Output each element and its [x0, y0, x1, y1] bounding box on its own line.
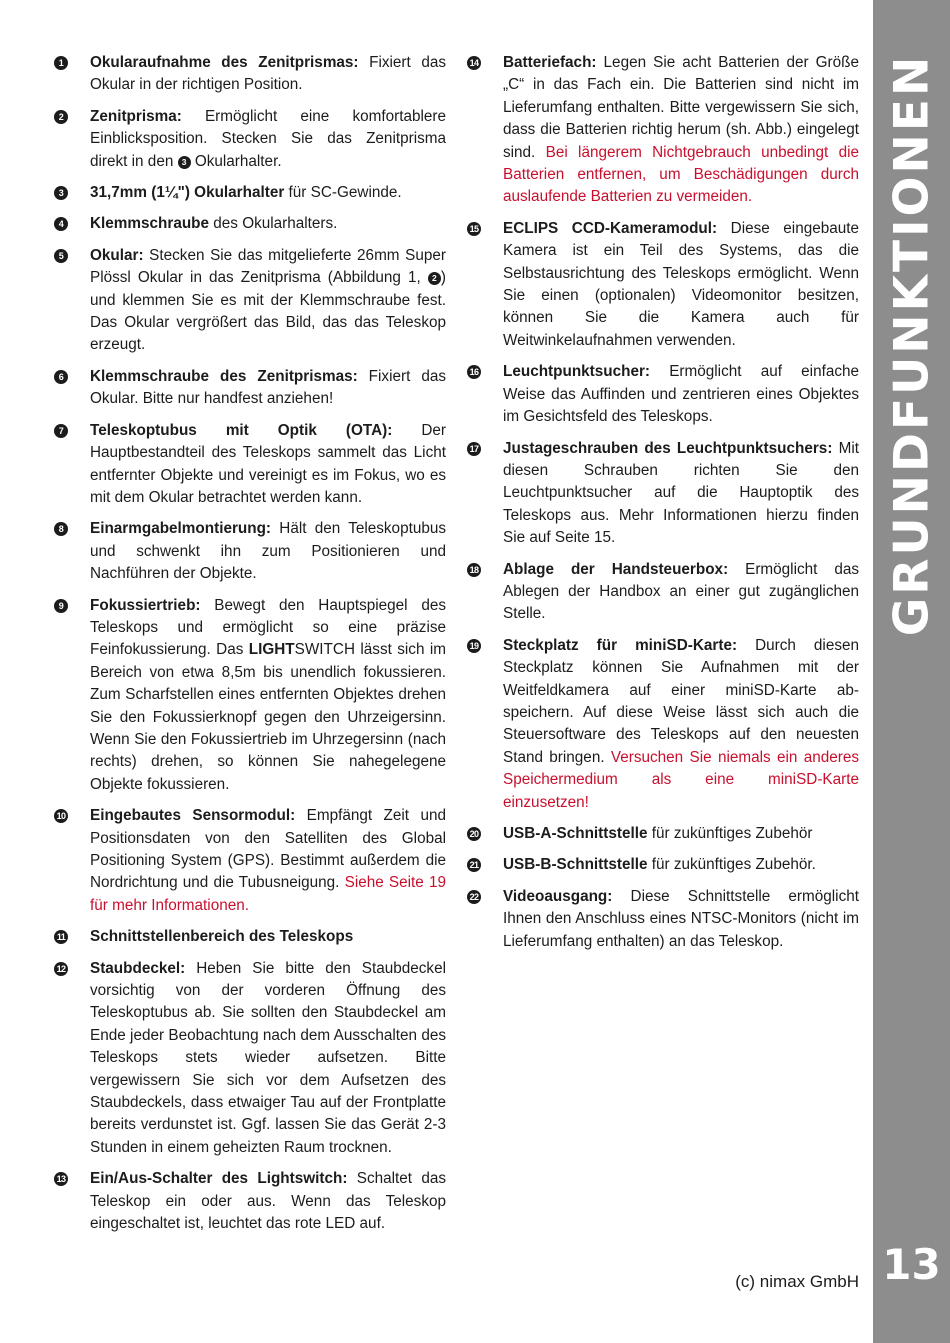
- item-text: [90, 52, 446, 97]
- item-text: [90, 926, 446, 948]
- item-heading: Steckplatz für miniSD-Karte:: [503, 636, 738, 654]
- chapter-sidebar: [873, 0, 950, 1343]
- item-description: Schaltet das Teleskop ein oder aus. Wenn das Teleskop eingeschaltet ist, leuchtet das rote LED auf.: [90, 1170, 446, 1233]
- list-item: [467, 635, 859, 814]
- item-text: [90, 245, 446, 357]
- item-heading: Justageschrauben des Leuchtpunktsuchers:: [503, 439, 833, 457]
- item-number-badge: 8: [54, 522, 68, 536]
- item-text: [90, 958, 446, 1160]
- list-item: [54, 182, 446, 204]
- item-text: [503, 635, 859, 814]
- list-item: [54, 106, 446, 173]
- item-number-badge: 14: [467, 56, 481, 70]
- item-number-badge: 11: [54, 930, 68, 944]
- list-item: [467, 438, 859, 550]
- list-item: [467, 361, 859, 428]
- item-heading: Okular:: [90, 246, 144, 264]
- item-heading: Okularaufnahme des Zenitprismas:: [90, 54, 359, 71]
- item-description: Heben Sie bitte den Staubdeckel vorsichtig von der vorderen Öffnung des Teleskoptubus ab. Sie sollten den Staubdeckel am Ende jeder Beobachtung nach dem Ausschalten des Teleskops stets wieder aufsetzen. Bitte vergewissern Sie sich vor dem Aufsetzen des Staubdeckels, dass etwaiger Tau auf der Frontplatte bereits verdunstet ist. Ggf. lassen Sie das Gerät 2-3 Stunden in einem geheizten Raum trocknen.: [90, 959, 446, 1156]
- item-number-badge: 1: [54, 56, 68, 70]
- item-text: [90, 518, 446, 585]
- item-description: Ermöglicht das Ablegen der Handbox an einer gut zugänglichen Stelle.: [503, 560, 860, 623]
- item-description: für zukünftiges Zubehör: [647, 825, 813, 842]
- item-description-continued: Okularhalter.: [190, 152, 282, 170]
- item-number-badge: 4: [54, 217, 68, 231]
- item-warning-text: Bei längerem Nichtgebrauch unbedingt die Batterien entfernen, um Beschädigungen durch auslaufende Batterien zu vermeiden.: [503, 143, 859, 206]
- item-heading: Klemmschraube: [90, 215, 210, 233]
- list-item: [54, 595, 446, 797]
- item-description: des Okularhalters.: [209, 215, 338, 233]
- item-heading: Leuchtpunktsucher:: [503, 363, 651, 381]
- item-text: [90, 420, 446, 510]
- list-item: [54, 420, 446, 510]
- chapter-title: GRUNDFUNKTIONEN: [884, 53, 939, 637]
- list-item: [54, 366, 446, 411]
- list-item: [54, 926, 446, 948]
- item-text: [90, 1168, 446, 1235]
- item-number-badge: 7: [54, 424, 68, 438]
- item-text: [503, 52, 859, 209]
- item-heading: Zenitprisma:: [90, 107, 182, 125]
- item-number-badge: 10: [54, 809, 68, 823]
- brand-name-bold: LIGHT: [248, 641, 295, 659]
- list-item: [54, 213, 446, 235]
- item-description: Durch diesen Steckplatz können Sie Aufnahmen mit der Weitfeldkamera auf einer miniSD-Karte ab-speichern. Auf diese Weise lässt sich auch die Steuersoftware des Teleskops auf den neuesten Stand bringen.: [503, 636, 859, 766]
- item-number-badge: 9: [54, 599, 68, 613]
- left-column: [54, 52, 446, 1245]
- list-item: [467, 854, 859, 876]
- item-number-badge: 20: [467, 827, 481, 841]
- item-heading: Staubdeckel:: [90, 959, 186, 977]
- item-text: [90, 106, 446, 173]
- item-text: [90, 366, 446, 411]
- item-number-badge: 12: [54, 962, 68, 976]
- item-number-badge: 5: [54, 249, 68, 263]
- item-number-badge: 18: [467, 563, 481, 577]
- item-description: für SC-Gewinde.: [284, 184, 402, 202]
- item-text: [503, 218, 859, 352]
- item-description: Bewegt den Hauptspiegel des Teleskops und ermöglicht so eine präzise Feinfokussierung. Das: [90, 596, 446, 659]
- list-item: [54, 1168, 446, 1235]
- item-text: [503, 823, 859, 845]
- item-heading: Teleskoptubus mit Optik (OTA):: [90, 421, 393, 439]
- item-number-badge: 3: [54, 186, 68, 200]
- item-text: [503, 438, 859, 550]
- list-item: [54, 958, 446, 1160]
- item-heading: Ein/Aus-Schalter des Lightswitch:: [90, 1170, 348, 1188]
- item-number-badge: 15: [467, 222, 481, 236]
- item-number-badge: 22: [467, 890, 481, 904]
- item-text: [503, 854, 859, 876]
- item-heading: Videoausgang:: [503, 887, 613, 905]
- item-warning-text: Versuchen Sie niemals ein anderes Speichermedium als eine miniSD-Karte einzusetzen!: [503, 748, 859, 811]
- item-number-badge: 21: [467, 858, 481, 872]
- item-heading: Batteriefach:: [503, 54, 597, 71]
- item-description-continued: SWITCH lässt sich im Bereich von etwa 8,5m bis unendlich fokussieren. Zum Scharfstellen eines entfernten Objektes drehen Sie den Fokussierknopf gegen den Uhrzeigersinn. Wenn Sie den Fokussiertrieb im Uhrzegersinn (nach rechts) drehen, so können Sie nahegelegene Objekte fokussieren.: [90, 641, 446, 793]
- inline-reference-number: 2: [428, 272, 441, 285]
- item-text: [503, 886, 859, 953]
- item-number-badge: 19: [467, 639, 481, 653]
- list-item: [467, 886, 859, 953]
- item-description: Fixiert das Okular. Bitte nur handfest anziehen!: [90, 367, 446, 408]
- item-text: [90, 213, 446, 235]
- item-description-continued: ) und klemmen Sie es mit der Klemmschraube fest. Das Okular vergrößert das Bild, das das Teleskop erzeugt.: [90, 269, 446, 354]
- item-heading: Eingebautes Sensormodul:: [90, 807, 296, 825]
- item-number-badge: 17: [467, 442, 481, 456]
- item-text: [90, 805, 446, 917]
- item-number-badge: 16: [467, 365, 481, 379]
- item-heading: Ablage der Handsteuerbox:: [503, 560, 729, 578]
- item-description: Stecken Sie das mitgelieferte 26mm Super Plössl Okular in das Zenitprisma (Abbildung 1,: [90, 246, 446, 287]
- item-description: Mit diesen Schrauben richten Sie den Leuchtpunktsucher auf die Hauptoptik des Teleskops aus. Mehr Informationen hierzu finden Sie auf Seite 15.: [503, 439, 859, 547]
- item-heading: Klemmschraube des Zenitprismas:: [90, 367, 358, 385]
- item-text: [503, 361, 859, 428]
- item-description: Diese Schnittstelle ermöglicht Ihnen den Anschluss eines NTSC-Monitors (nicht im Lieferumfang enthalten) an das Teleskop.: [503, 887, 859, 950]
- item-heading: Schnittstellenbereich des Teleskops: [90, 928, 354, 946]
- item-text: [90, 182, 446, 204]
- item-description: Diese eingebaute Kamera ist ein Teil des Systems, das die Selbstausrichtung des Teleskops ermöglicht. Wenn Sie einen (optionalen) Videomonitor besitzen, können Sie die Kamera auch für Weitwinkelaufnahmen verwenden.: [503, 219, 859, 349]
- item-description: Fixiert das Okular in der richtigen Position.: [90, 54, 446, 94]
- item-heading: USB-B-Schnittstelle: [503, 856, 648, 874]
- item-description: Legen Sie acht Batterien der Größe „C“ in das Fach ein. Die Batterien sind nicht im Lieferumfang enthalten. Bitte vergewissern Sie sich, dass die Batterien richtig herum (sh. Abb.) eingelegt sind.: [503, 54, 859, 161]
- item-description: für zukünftiges Zubehör.: [647, 856, 816, 874]
- item-heading: Einarmgabelmontierung:: [90, 520, 272, 538]
- list-item: [467, 823, 859, 845]
- item-heading: Fokussiertrieb:: [90, 596, 201, 614]
- inline-reference-number: 3: [178, 156, 191, 169]
- item-heading: 31,7mm (1¼") Okularhalter: [90, 184, 285, 202]
- list-item: [54, 245, 446, 357]
- item-description: Empfängt Zeit und Positionsdaten von den Satelliten des Global Positioning System (GPS). Bestimmt außerdem die Nordrichtung und die Tubusneigung.: [90, 807, 446, 892]
- item-heading: USB-A-Schnittstelle: [503, 825, 648, 842]
- item-heading: ECLIPS CCD-Kameramodul:: [503, 219, 718, 237]
- list-item: [467, 218, 859, 352]
- list-item: [467, 52, 859, 209]
- item-description: Ermöglicht auf einfache Weise das Auffinden und zentrieren eines Objektes im Gesichtsfeld des Teleskops.: [503, 363, 859, 426]
- item-number-badge: 6: [54, 370, 68, 384]
- list-item: [54, 52, 446, 97]
- list-item: [467, 559, 859, 626]
- page-number: 13: [882, 1240, 941, 1289]
- right-column: [467, 52, 859, 962]
- item-description: Ermöglicht eine komfortablere Einblicksposition. Stecken Sie das Zenitprisma direkt in den: [90, 107, 446, 170]
- item-description: Hält den Teleskoptubus und schwenkt ihn zum Positionieren und Nachführen der Objekte.: [90, 520, 446, 583]
- item-text: [90, 595, 446, 797]
- list-item: [54, 805, 446, 917]
- list-item: [54, 518, 446, 585]
- item-warning-text: Siehe Seite 19 für mehr Informationen.: [90, 874, 446, 914]
- item-number-badge: 2: [54, 110, 68, 124]
- item-number-badge: 13: [54, 1172, 68, 1186]
- item-description: Der Hauptbestandteil des Teleskops sammelt das Licht entfernter Objekte und vereinigt es im Fokus, wo es mit dem Okular betrachtet werden kann.: [90, 421, 446, 506]
- item-text: [503, 559, 859, 626]
- copyright-footer: (c) nimax GmbH: [735, 1272, 859, 1291]
